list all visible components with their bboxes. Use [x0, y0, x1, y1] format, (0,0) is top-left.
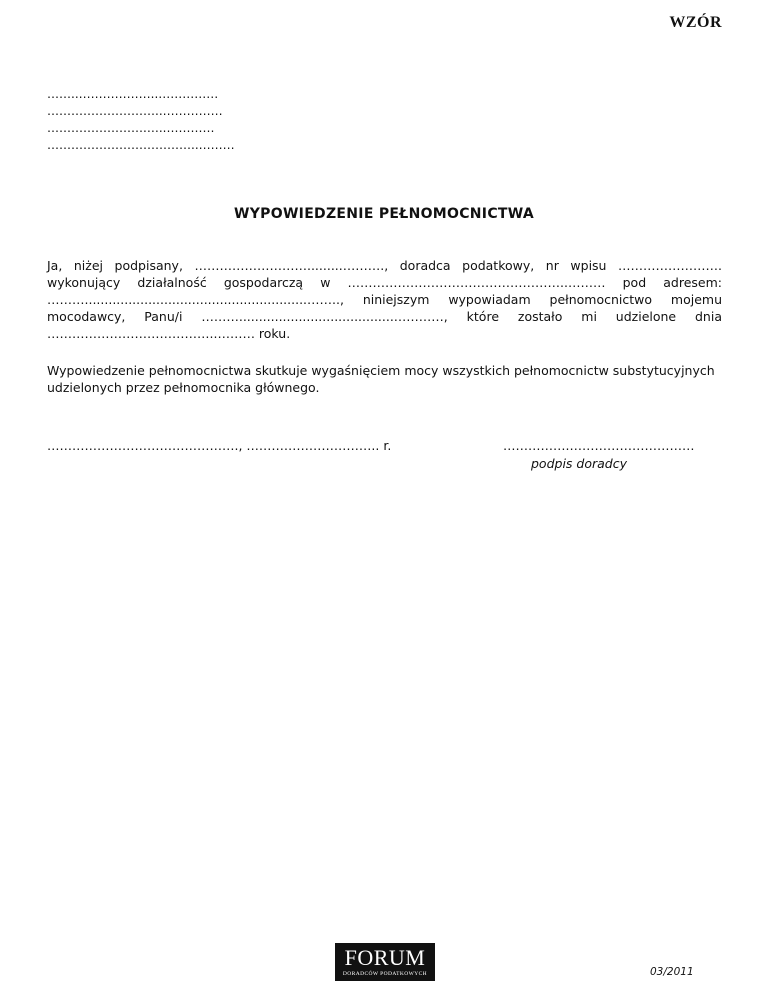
document-title: WYPOWIEDZENIE PEŁNOMOCNICTWA	[234, 206, 534, 222]
template-label: WZÓR	[669, 14, 722, 31]
edition-label: 03/2011	[650, 966, 694, 978]
address-line: …………………….…..…………	[47, 121, 215, 135]
address-line: ………………………………..………	[47, 138, 235, 152]
address-line: ………………………..……………	[47, 104, 223, 118]
body-paragraph: Ja, niżej podpisany, ……………………….........………., doradca podatkowy, nr wpisu ……………………. wykonujący działalność gospodarczą w ……………………………………………..……… pod adresem: ………........................................................…….., niniejszym wypowiadam pełnomocnictwo mojemu mocodawcy, Panu/i ……….......................................…………, które zostało mi udzielone dnia …………………………………..……… roku.	[47, 258, 722, 341]
forum-logo	[335, 943, 435, 981]
place-date-line: ………………………………………., ………………………….. r.	[47, 438, 392, 453]
logo-subtitle: DORADCÓW PODATKOWYCH	[342, 971, 428, 977]
logo-title: FORUM	[344, 945, 426, 970]
signature-label: podpis doradcy	[531, 456, 627, 471]
note-paragraph: Wypowiedzenie pełnomocnictwa skutkuje wygaśnięciem mocy wszystkich pełnomocnictw substytucyjnych udzielonych przez pełnomocnika głównego.	[47, 363, 715, 395]
address-placeholder	[47, 86, 235, 154]
address-line: ……..………………..……………	[47, 87, 219, 101]
signature-line: …………….…………………………	[503, 438, 695, 453]
